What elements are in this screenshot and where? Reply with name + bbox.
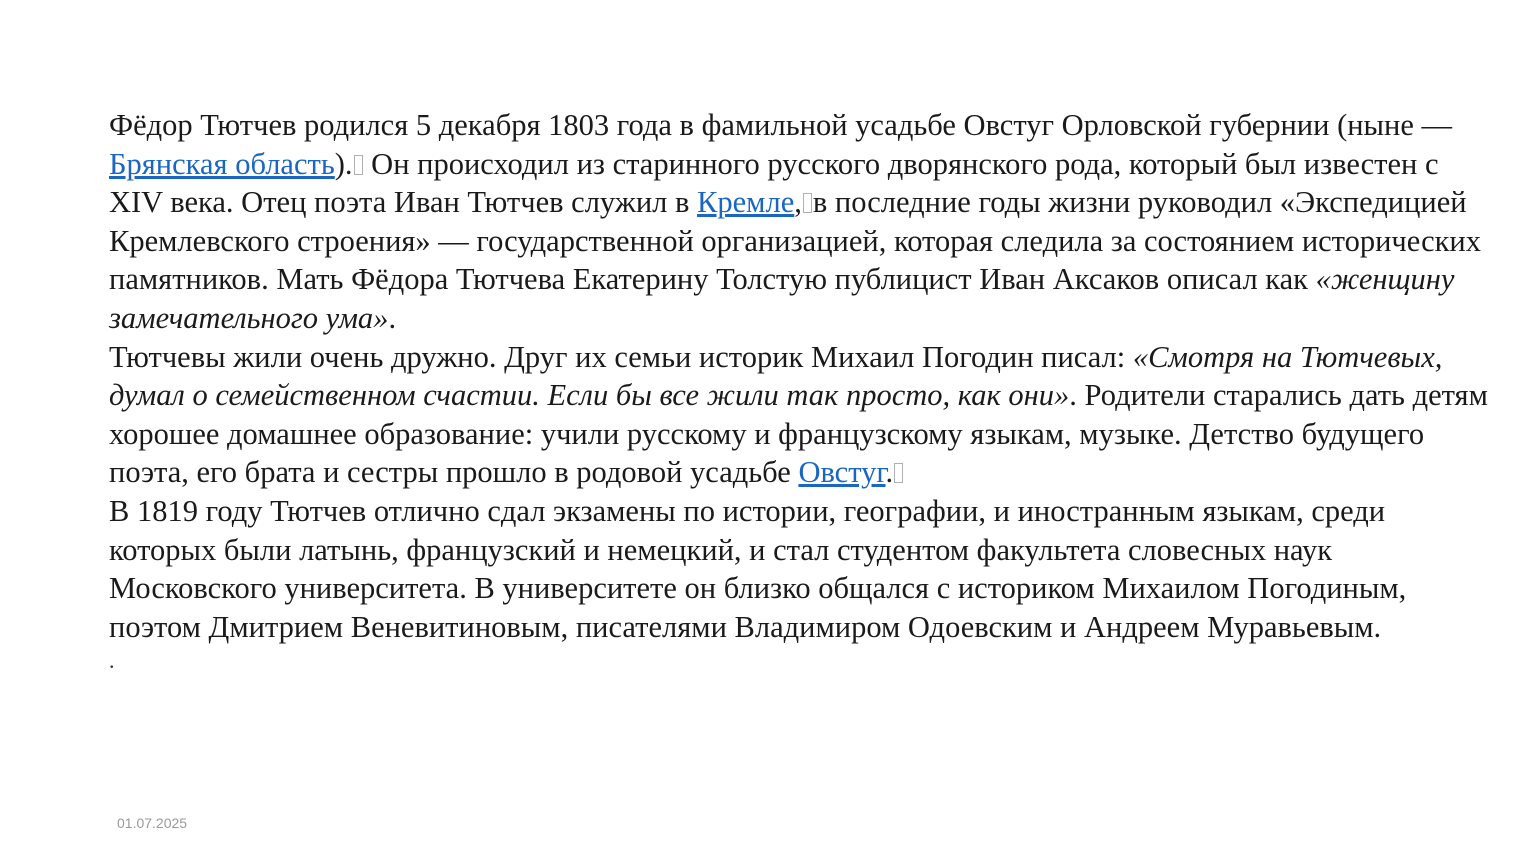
text-segment: Тютчевы жили очень дружно. Друг их семьи историк Михаил Погодин писал: [109,339,1133,374]
text-segment: . Родители старались дать детям хорошее домашнее образование: учили русскому и французскому языкам, музыке. Детство будущего поэта, его брата и сестры прошло в родовой усадьбе [109,378,1488,490]
link-ovstug[interactable]: Овстуг [798,455,886,490]
text-segment: Он происходил из старинного русского дворянского рода, который был известен с XIV века. Отец поэта Иван Тютчев служил в [109,146,1439,220]
text-segment: ). [334,146,353,181]
slide-body-text [109,106,1489,676]
trailing-dot: . [109,648,115,674]
text-segment: , [794,185,802,220]
quote-pogodin: «Смотря на Тютчевых, думал о семейственном счастии. Если бы все жили так просто, как они» [109,339,1443,413]
paragraph-family [109,338,1489,492]
text-segment: . [885,455,894,490]
missing-glyph-icon [803,193,812,213]
quote-aksakov: «женщину замечательного ума» [109,262,1455,335]
text-segment: в последние годы жизни руководил «Экспедицией Кремлевского строения» — государственной организацией, которая следила за состоянием исторических памятников. Мать Фёдора Тютчева Екатерину Толстую публицист Иван Аксаков описал как [109,185,1481,297]
text-segment: . [388,300,397,335]
link-kremlin[interactable]: Кремле [697,185,795,220]
missing-glyph-icon [354,155,363,175]
missing-glyph-icon [894,463,903,483]
footer-date: 01.07.2025 [117,815,188,831]
paragraph-birth [109,106,1489,338]
text-segment: Фёдор Тютчев родился 5 декабря 1803 года в фамильной усадьбе Овстуг Орловской губернии (ныне — [109,108,1453,142]
paragraph-university: В 1819 году Тютчев отлично сдал экзамены по истории, географии, и иностранным языкам, среди которых были латынь, французский и немецкий, и стал студентом факультета словесных наук Московского университета. В университете он близко общался с историком Михаилом Погодиным, поэтом Дмитрием Веневитиновым, писателями Владимиром Одоевским и Андреем Муравьевым. [109,493,1407,644]
link-bryansk-oblast[interactable]: Брянская область [109,146,335,181]
